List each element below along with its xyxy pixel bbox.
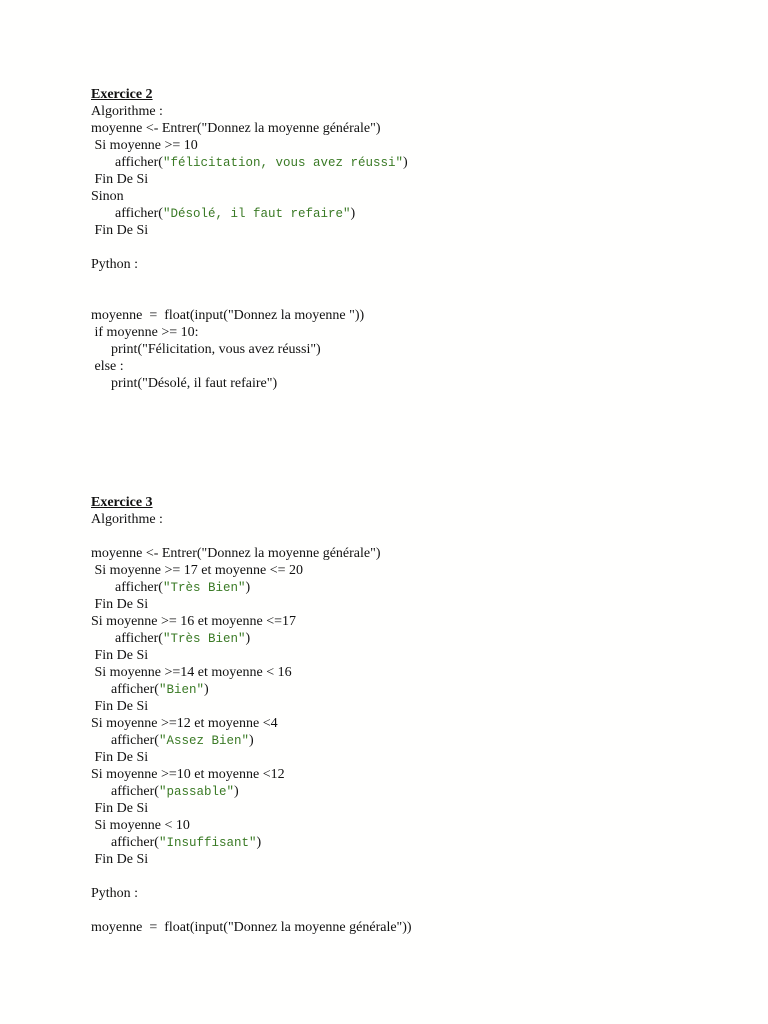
algo-line: Fin De Si <box>91 223 149 238</box>
exercise-3 <box>91 494 731 936</box>
algo-line: moyenne <- Entrer("Donnez la moyenne générale") <box>91 546 381 561</box>
algorithm-label: Algorithme : <box>91 512 163 527</box>
string-literal: "Bien" <box>158 683 204 697</box>
python-line: print("Désolé, il faut refaire") <box>111 376 278 391</box>
algo-line: Fin De Si <box>91 172 149 187</box>
python-line: else : <box>91 359 124 374</box>
algo-line <box>91 834 731 851</box>
string-literal: "passable" <box>158 785 234 799</box>
algo-line: Si moyenne >= 10 <box>91 138 198 153</box>
python-label: Python : <box>91 257 139 272</box>
spacer <box>91 902 731 919</box>
python-line: print("Félicitation, vous avez réussi") <box>111 342 321 357</box>
code-text: ) <box>203 682 209 697</box>
algo-line: Fin De Si <box>91 852 149 867</box>
code-text: ) <box>248 733 254 748</box>
exercise-2 <box>91 86 731 392</box>
spacer <box>91 868 731 885</box>
code-text: afficher( <box>111 682 159 697</box>
code-text: afficher( <box>115 631 163 646</box>
python-line: moyenne = float(input("Donnez la moyenne générale")) <box>91 920 412 935</box>
algo-line <box>91 681 731 698</box>
code-text: ) <box>402 155 408 170</box>
code-text: afficher( <box>115 155 163 170</box>
algo-line: Si moyenne >=12 et moyenne <4 <box>91 716 278 731</box>
algo-line: Si moyenne >= 17 et moyenne <= 20 <box>91 563 303 578</box>
algo-line: moyenne <- Entrer("Donnez la moyenne générale") <box>91 121 381 136</box>
algo-line: Fin De Si <box>91 699 149 714</box>
algo-line <box>91 783 731 800</box>
string-literal: "Très Bien" <box>162 632 246 646</box>
code-text: ) <box>350 206 356 221</box>
string-literal: "Désolé, il faut refaire" <box>162 207 351 221</box>
exercise-2-title: Exercice 2 <box>91 87 153 102</box>
string-literal: "Assez Bien" <box>158 734 249 748</box>
code-text: afficher( <box>115 206 163 221</box>
spacer <box>91 273 731 290</box>
python-label: Python : <box>91 886 139 901</box>
algo-line <box>91 154 731 171</box>
string-literal: "Insuffisant" <box>158 836 257 850</box>
algo-line: Fin De Si <box>91 648 149 663</box>
python-line: if moyenne >= 10: <box>91 325 199 340</box>
algo-line: Si moyenne >=10 et moyenne <12 <box>91 767 285 782</box>
code-text: ) <box>245 631 251 646</box>
code-text: afficher( <box>111 733 159 748</box>
code-text: ) <box>256 835 262 850</box>
algo-line: Si moyenne >= 16 et moyenne <=17 <box>91 614 296 629</box>
python-line: moyenne = float(input("Donnez la moyenne ")) <box>91 308 365 323</box>
code-text: afficher( <box>115 580 163 595</box>
algo-line <box>91 630 731 647</box>
spacer <box>91 528 731 545</box>
algo-line: Fin De Si <box>91 801 149 816</box>
algo-line: Si moyenne < 10 <box>91 818 190 833</box>
algorithm-label: Algorithme : <box>91 104 163 119</box>
code-text: ) <box>245 580 251 595</box>
algo-line: Fin De Si <box>91 597 149 612</box>
algo-line: Si moyenne >=14 et moyenne < 16 <box>91 665 292 680</box>
algo-line <box>91 205 731 222</box>
spacer <box>91 239 731 256</box>
spacer <box>91 290 731 307</box>
string-literal: "félicitation, vous avez réussi" <box>162 156 403 170</box>
code-text: ) <box>233 784 239 799</box>
algo-line <box>91 579 731 596</box>
algo-line: Sinon <box>91 189 124 204</box>
string-literal: "Très Bien" <box>162 581 246 595</box>
algo-line <box>91 732 731 749</box>
algo-line: Fin De Si <box>91 750 149 765</box>
code-text: afficher( <box>111 784 159 799</box>
exercise-3-title: Exercice 3 <box>91 495 153 510</box>
code-text: afficher( <box>111 835 159 850</box>
